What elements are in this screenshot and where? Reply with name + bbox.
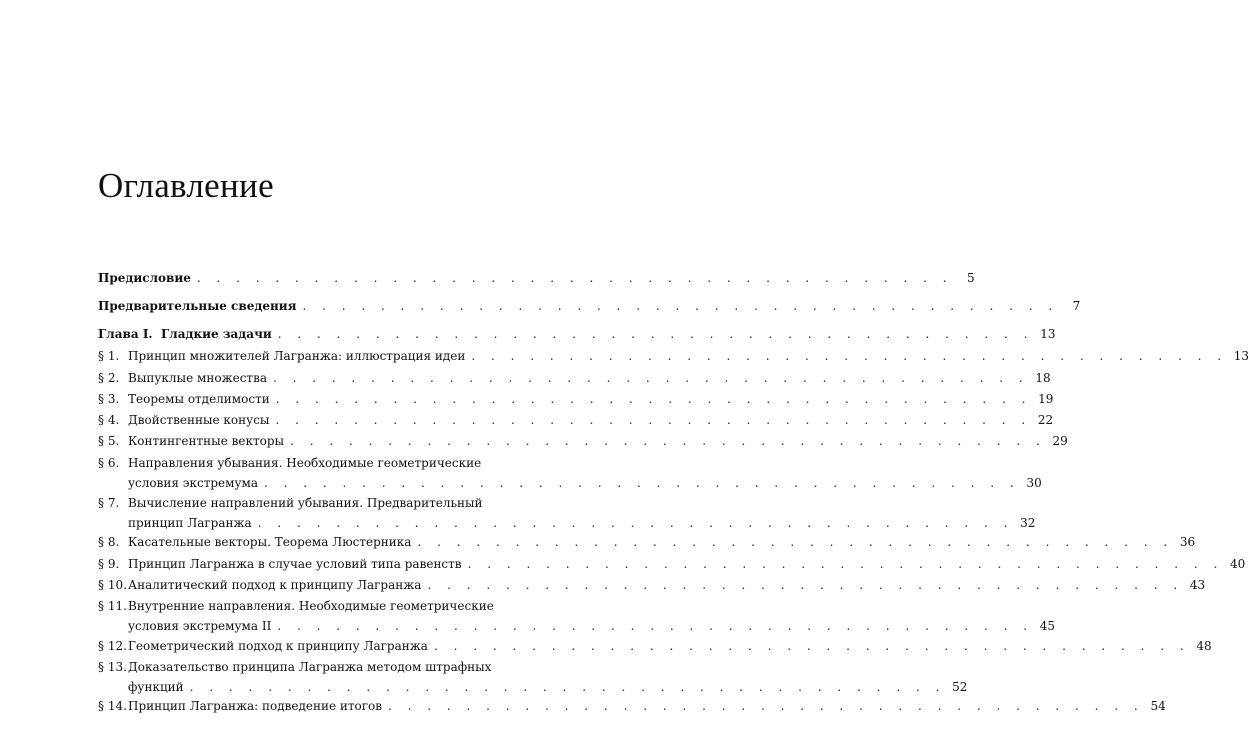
toc-entry-number: § 14. bbox=[98, 699, 127, 713]
toc-entry-title-continued: функций bbox=[128, 680, 184, 694]
toc-entry-title: Доказательство принципа Лагранжа методом штрафных bbox=[128, 660, 492, 674]
toc-entry-title: Направления убывания. Необходимые геометрические bbox=[128, 456, 482, 470]
toc-leader-dots: . . . . . . . . . . . . . . . . . . . . . . . . . . . . . . . . . . . . . . . bbox=[275, 413, 1032, 427]
toc-entry-number: § 12. bbox=[98, 639, 127, 653]
toc-entry-section-11[interactable] bbox=[98, 596, 1056, 636]
toc-entry-title: Касательные векторы. Теорема Люстерника bbox=[128, 535, 412, 549]
toc-entry-title: Вычисление направлений убывания. Предварительный bbox=[128, 496, 483, 510]
toc-leader-dots: . . . . . . . . . . . . . . . . . . . . . . . . . . . . . . . . . . . . . . . bbox=[277, 327, 1034, 341]
toc-entry-page: 45 bbox=[1039, 619, 1056, 633]
toc-leader-dots: . . . . . . . . . . . . . . . . . . . . . . . . . . . . . . . . . . . . . . . bbox=[257, 516, 1014, 530]
toc-entry-page: 7 bbox=[1072, 299, 1081, 313]
toc-entry-title: Предисловие bbox=[98, 271, 191, 285]
toc-entry-page: 48 bbox=[1196, 639, 1212, 653]
toc-entry-title: Выпуклые множества bbox=[128, 371, 267, 385]
toc-leader-dots: . . . . . . . . . . . . . . . . . . . . . . . . . . . . . . . . . . . . . . . bbox=[272, 371, 1029, 385]
toc-entry-number: § 4. bbox=[98, 413, 120, 427]
toc-entry-section-2[interactable] bbox=[98, 368, 1051, 388]
toc-entry-section-4[interactable] bbox=[98, 410, 1054, 430]
toc-entry-title: Теоремы отделимости bbox=[128, 392, 270, 406]
toc-entry-section-12[interactable] bbox=[98, 636, 1212, 656]
toc-entry-number: § 13. bbox=[98, 660, 127, 674]
toc-entry-number: § 7. bbox=[98, 496, 120, 510]
toc-entry-number: § 9. bbox=[98, 557, 120, 571]
toc-leader-dots: . . . . . . . . . . . . . . . . . . . . . . . . . . . . . . . . . . . . . . . bbox=[467, 557, 1224, 571]
toc-entry-section-14[interactable] bbox=[98, 696, 1166, 716]
toc-entry-section-10[interactable] bbox=[98, 575, 1206, 595]
toc-entry-title: Двойственные конусы bbox=[128, 413, 270, 427]
toc-leader-dots: . . . . . . . . . . . . . . . . . . . . . . . . . . . . . . . . . . . . . . . bbox=[471, 349, 1228, 363]
toc-entry-page: 5 bbox=[966, 271, 975, 285]
toc-entry-number: § 3. bbox=[98, 392, 120, 406]
toc-leader-dots: . . . . . . . . . . . . . . . . . . . . . . . . . . . . . . . . . . . . . . . bbox=[264, 476, 1020, 490]
toc-entry-title: Принцип Лагранжа в случае условий типа равенств bbox=[128, 557, 462, 571]
toc-entry-title: Внутренние направления. Необходимые геометрические bbox=[128, 599, 494, 613]
toc-leader-dots: . . . . . . . . . . . . . . . . . . . . . . . . . . . . . . . . . . . . . . . bbox=[302, 299, 1059, 313]
toc-leader-dots: . . . . . . . . . . . . . . . . . . . . . . . . . . . . . . . . . . . . . . . bbox=[417, 535, 1174, 549]
toc-entry-title: Аналитический подход к принципу Лагранжа bbox=[128, 578, 422, 592]
toc-entry-number: § 2. bbox=[98, 371, 120, 385]
toc-leader-dots: . . . . . . . . . . . . . . . . . . . . . . . . . . . . . . . . . . . . . . . bbox=[290, 434, 1046, 448]
toc-entry-title-continued: условия экстремума bbox=[128, 476, 259, 490]
toc-entry-number: § 10. bbox=[98, 578, 127, 592]
toc-entry-page: 19 bbox=[1038, 392, 1054, 406]
toc-entry-page: 32 bbox=[1020, 516, 1036, 530]
toc-entry-number: § 5. bbox=[98, 434, 120, 448]
toc-entry-section-1[interactable] bbox=[98, 346, 1249, 366]
toc-entry-page: 30 bbox=[1026, 476, 1042, 490]
toc-entry-page: 40 bbox=[1230, 557, 1246, 571]
toc-entry-section-5[interactable] bbox=[98, 431, 1068, 451]
toc-entry-preliminaries[interactable] bbox=[98, 296, 1081, 316]
toc-entry-page: 54 bbox=[1150, 699, 1166, 713]
toc-entry-title: Геометрический подход к принципу Лагранжа bbox=[128, 639, 428, 653]
toc-leader-dots: . . . . . . . . . . . . . . . . . . . . . . . . . . . . . . . . . . . . . . . bbox=[189, 680, 946, 694]
toc-entry-page: 13 bbox=[1233, 349, 1249, 363]
toc-entry-page: 52 bbox=[952, 680, 968, 694]
toc-entry-chapter-1[interactable] bbox=[98, 324, 1056, 344]
toc-entry-title: Глава I. Гладкие задачи bbox=[98, 327, 272, 341]
toc-entry-page: 13 bbox=[1040, 327, 1056, 341]
toc-entry-section-13[interactable] bbox=[98, 657, 968, 697]
toc-leader-dots: . . . . . . . . . . . . . . . . . . . . . . . . . . . . . . . . . . . . . . . bbox=[433, 639, 1190, 653]
toc-entry-section-8[interactable] bbox=[98, 532, 1196, 552]
toc-entry-title-continued: условия экстремума II bbox=[128, 619, 272, 633]
toc-entry-title: Принцип Лагранжа: подведение итогов bbox=[128, 699, 383, 713]
toc-entry-number: § 1. bbox=[98, 349, 120, 363]
toc-entry-title-continued: принцип Лагранжа bbox=[128, 516, 252, 530]
toc-entry-page: 43 bbox=[1189, 578, 1206, 592]
toc-leader-dots: . . . . . . . . . . . . . . . . . . . . . . . . . . . . . . . . . . . . . . . bbox=[196, 271, 953, 285]
toc-entry-number: § 11. bbox=[98, 599, 127, 613]
toc-entry-section-6[interactable] bbox=[98, 453, 1042, 493]
toc-entry-section-7[interactable] bbox=[98, 493, 1036, 533]
toc-entry-preface[interactable] bbox=[98, 268, 975, 288]
toc-entry-page: 36 bbox=[1179, 535, 1196, 549]
toc-leader-dots: . . . . . . . . . . . . . . . . . . . . . . . . . . . . . . . . . . . . . . . bbox=[427, 578, 1184, 592]
toc-entry-section-9[interactable] bbox=[98, 554, 1246, 574]
toc-entry-title: Предварительные сведения bbox=[98, 299, 297, 313]
toc-entry-page: 29 bbox=[1052, 434, 1068, 448]
toc-entry-page: 18 bbox=[1035, 371, 1051, 385]
toc-entry-page: 22 bbox=[1037, 413, 1054, 427]
toc-leader-dots: . . . . . . . . . . . . . . . . . . . . . . . . . . . . . . . . . . . . . . . bbox=[388, 699, 1144, 713]
page-title: Оглавление bbox=[98, 166, 274, 205]
toc-entry-title: Контингентные векторы bbox=[128, 434, 285, 448]
toc-leader-dots: . . . . . . . . . . . . . . . . . . . . . . . . . . . . . . . . . . . . . . . bbox=[277, 619, 1034, 633]
toc-entry-number: § 6. bbox=[98, 456, 120, 470]
toc-entry-title: Принцип множителей Лагранжа: иллюстрация идеи bbox=[128, 349, 466, 363]
toc-leader-dots: . . . . . . . . . . . . . . . . . . . . . . . . . . . . . . . . . . . . . . . bbox=[275, 392, 1032, 406]
toc-entry-number: § 8. bbox=[98, 535, 120, 549]
toc-entry-section-3[interactable] bbox=[98, 389, 1054, 409]
